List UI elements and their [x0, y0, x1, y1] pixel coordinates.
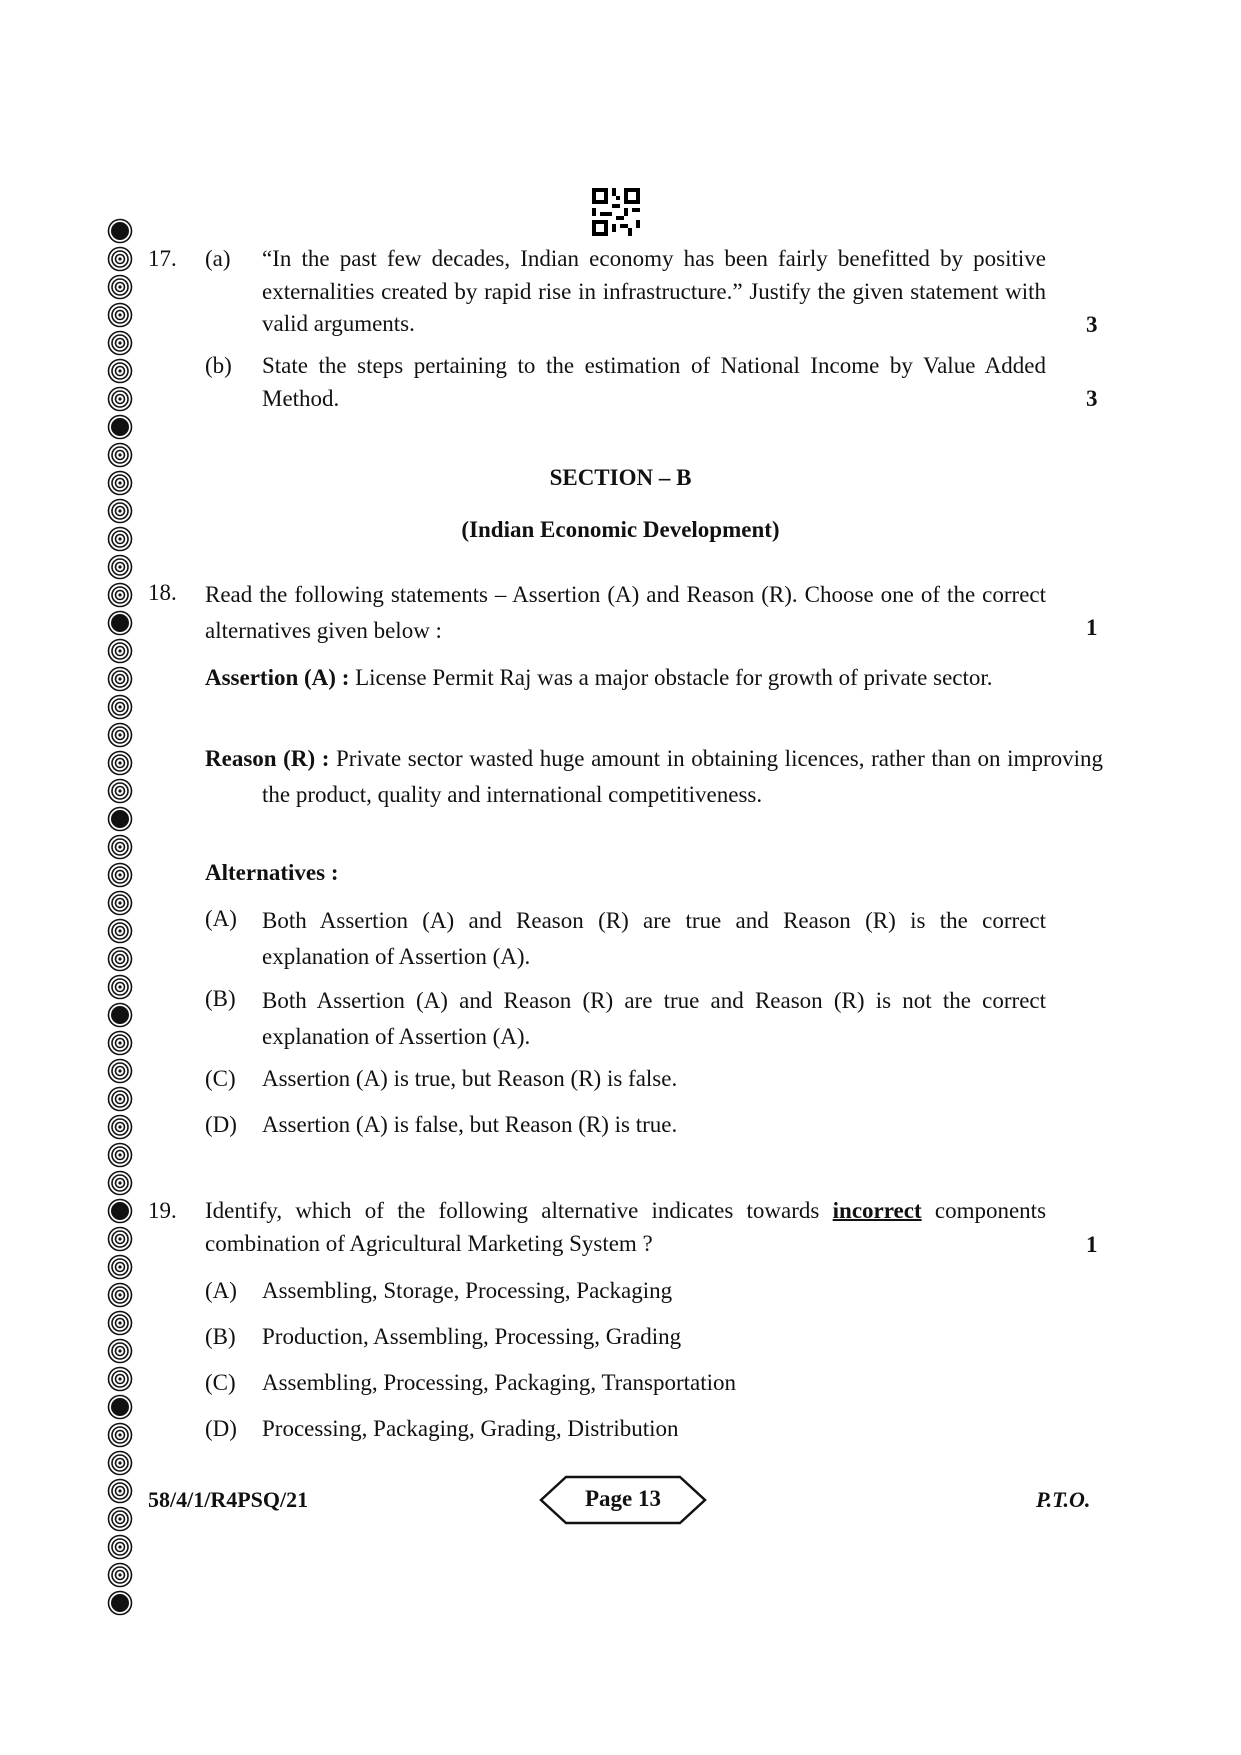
- q18-marks: 1: [1086, 615, 1098, 640]
- margin-ring-circle-icon: [107, 918, 133, 944]
- q18-option-d-text: Assertion (A) is false, but Reason (R) is true.: [262, 1112, 678, 1137]
- margin-ring-circle-icon: [107, 750, 133, 776]
- margin-filled-circle-icon: [107, 414, 133, 440]
- q17-part-a-marks: 3: [1086, 312, 1098, 337]
- q19-option-c-label: (C): [205, 1370, 236, 1395]
- margin-filled-circle-icon: [107, 1394, 133, 1420]
- margin-ring-circle-icon: [107, 1170, 133, 1196]
- q19-stem: [205, 1195, 1046, 1260]
- question-17-number: 17.: [148, 246, 177, 271]
- margin-ring-circle-icon: [107, 974, 133, 1000]
- margin-filled-circle-icon: [107, 806, 133, 832]
- q19-option-c-text: Assembling, Processing, Packaging, Transportation: [262, 1370, 737, 1395]
- margin-ring-circle-icon: [107, 1562, 133, 1588]
- q18-assertion: [205, 660, 1103, 696]
- margin-filled-circle-icon: [107, 1590, 133, 1616]
- question-19-number: 19.: [148, 1198, 177, 1223]
- q19-option-b-label: (B): [205, 1324, 236, 1349]
- q17-part-b-text: State the steps pertaining to the estimation of National Income by Value Added Method.: [262, 353, 1046, 411]
- margin-ring-circle-icon: [107, 862, 133, 888]
- assertion-text: License Permit Raj was a major obstacle for growth of private sector.: [355, 665, 993, 690]
- qr-code: [592, 188, 640, 236]
- margin-ring-circle-icon: [107, 1282, 133, 1308]
- q17-part-b-marks: 3: [1086, 386, 1098, 411]
- margin-ring-circle-icon: [107, 1366, 133, 1392]
- alternatives-label: Alternatives :: [205, 860, 339, 885]
- q18-option-b-label: (B): [205, 986, 236, 1011]
- margin-ring-circle-icon: [107, 1338, 133, 1364]
- margin-ring-circle-icon: [107, 302, 133, 328]
- margin-ring-circle-icon: [107, 1086, 133, 1112]
- margin-ring-circle-icon: [107, 1142, 133, 1168]
- margin-ring-circle-icon: [107, 890, 133, 916]
- q19-option-d-text: Processing, Packaging, Grading, Distribution: [262, 1416, 679, 1441]
- q17-part-b-label: (b): [205, 353, 232, 378]
- margin-ring-circle-icon: [107, 330, 133, 356]
- margin-filled-circle-icon: [107, 1002, 133, 1028]
- q18-option-a-label: (A): [205, 906, 237, 931]
- margin-ring-circle-icon: [107, 1226, 133, 1252]
- section-title: SECTION – B: [549, 465, 692, 490]
- margin-ring-circle-icon: [107, 582, 133, 608]
- margin-ring-circle-icon: [107, 1534, 133, 1560]
- q18-option-c-text: Assertion (A) is true, but Reason (R) is false.: [262, 1066, 678, 1091]
- margin-ring-circle-icon: [107, 1058, 133, 1084]
- q19-option-d-label: (D): [205, 1416, 237, 1441]
- margin-ring-circle-icon: [107, 946, 133, 972]
- margin-ring-circle-icon: [107, 1450, 133, 1476]
- margin-filled-circle-icon: [107, 1198, 133, 1224]
- margin-filled-circle-icon: [107, 610, 133, 636]
- q18-option-c-label: (C): [205, 1066, 236, 1091]
- question-18-number: 18.: [148, 580, 177, 605]
- margin-ring-circle-icon: [107, 1254, 133, 1280]
- q19-marks: 1: [1086, 1232, 1098, 1257]
- q19-stem-after: components combination of Agricultural Marketing System ?: [205, 1198, 1047, 1256]
- page-number: Page 13: [584, 1486, 661, 1511]
- reason-label: Reason (R) :: [205, 746, 330, 771]
- margin-ring-circle-icon: [107, 778, 133, 804]
- margin-ring-circle-icon: [107, 554, 133, 580]
- margin-ring-circle-icon: [107, 834, 133, 860]
- margin-ring-circle-icon: [107, 666, 133, 692]
- q19-stem-emphasis: incorrect: [832, 1198, 922, 1223]
- q19-option-b-text: Production, Assembling, Processing, Grading: [262, 1324, 682, 1349]
- margin-ring-circle-icon: [107, 1114, 133, 1140]
- q18-reason: [205, 741, 1103, 812]
- margin-ring-circle-icon: [107, 722, 133, 748]
- q19-option-a-text: Assembling, Storage, Processing, Packaging: [262, 1278, 673, 1303]
- margin-ring-circle-icon: [107, 1422, 133, 1448]
- q19-stem-before: Identify, which of the following alternative indicates towards: [205, 1198, 820, 1223]
- reason-text: Private sector wasted huge amount in obtaining licences, rather than on improving the product, quality and international competitiveness.: [262, 746, 1103, 807]
- margin-ring-circle-icon: [107, 1310, 133, 1336]
- paper-code: 58/4/1/R4PSQ/21: [148, 1487, 309, 1512]
- margin-ring-circle-icon: [107, 358, 133, 384]
- q18-option-a-text: Both Assertion (A) and Reason (R) are true and Reason (R) is the correct explanation of Assertion (A).: [262, 908, 1046, 969]
- section-subtitle: (Indian Economic Development): [461, 517, 780, 542]
- margin-ring-circle-icon: [107, 246, 133, 272]
- margin-ring-circle-icon: [107, 1030, 133, 1056]
- pto-label: P.T.O.: [1036, 1487, 1091, 1512]
- margin-ring-circle-icon: [107, 638, 133, 664]
- q18-option-d-label: (D): [205, 1112, 237, 1137]
- margin-circle-strip: [107, 218, 137, 1618]
- margin-ring-circle-icon: [107, 694, 133, 720]
- q17-part-a-label: (a): [205, 246, 231, 271]
- q18-stem: Read the following statements – Assertion (A) and Reason (R). Choose one of the correct alternatives given below :: [205, 582, 1046, 643]
- q17-part-a-text: “In the past few decades, Indian economy has been fairly benefitted by positive externalities created by rapid rise in infrastructure.” Justify the given statement with valid arguments.: [262, 246, 1046, 337]
- margin-filled-circle-icon: [107, 218, 133, 244]
- q18-option-b-text: Both Assertion (A) and Reason (R) are true and Reason (R) is not the correct explanation of Assertion (A).: [262, 988, 1046, 1049]
- margin-ring-circle-icon: [107, 1506, 133, 1532]
- q19-option-a-label: (A): [205, 1278, 237, 1303]
- assertion-label: Assertion (A) :: [205, 665, 350, 690]
- margin-ring-circle-icon: [107, 1478, 133, 1504]
- page-number-badge: [538, 1474, 708, 1526]
- margin-ring-circle-icon: [107, 274, 133, 300]
- margin-ring-circle-icon: [107, 386, 133, 412]
